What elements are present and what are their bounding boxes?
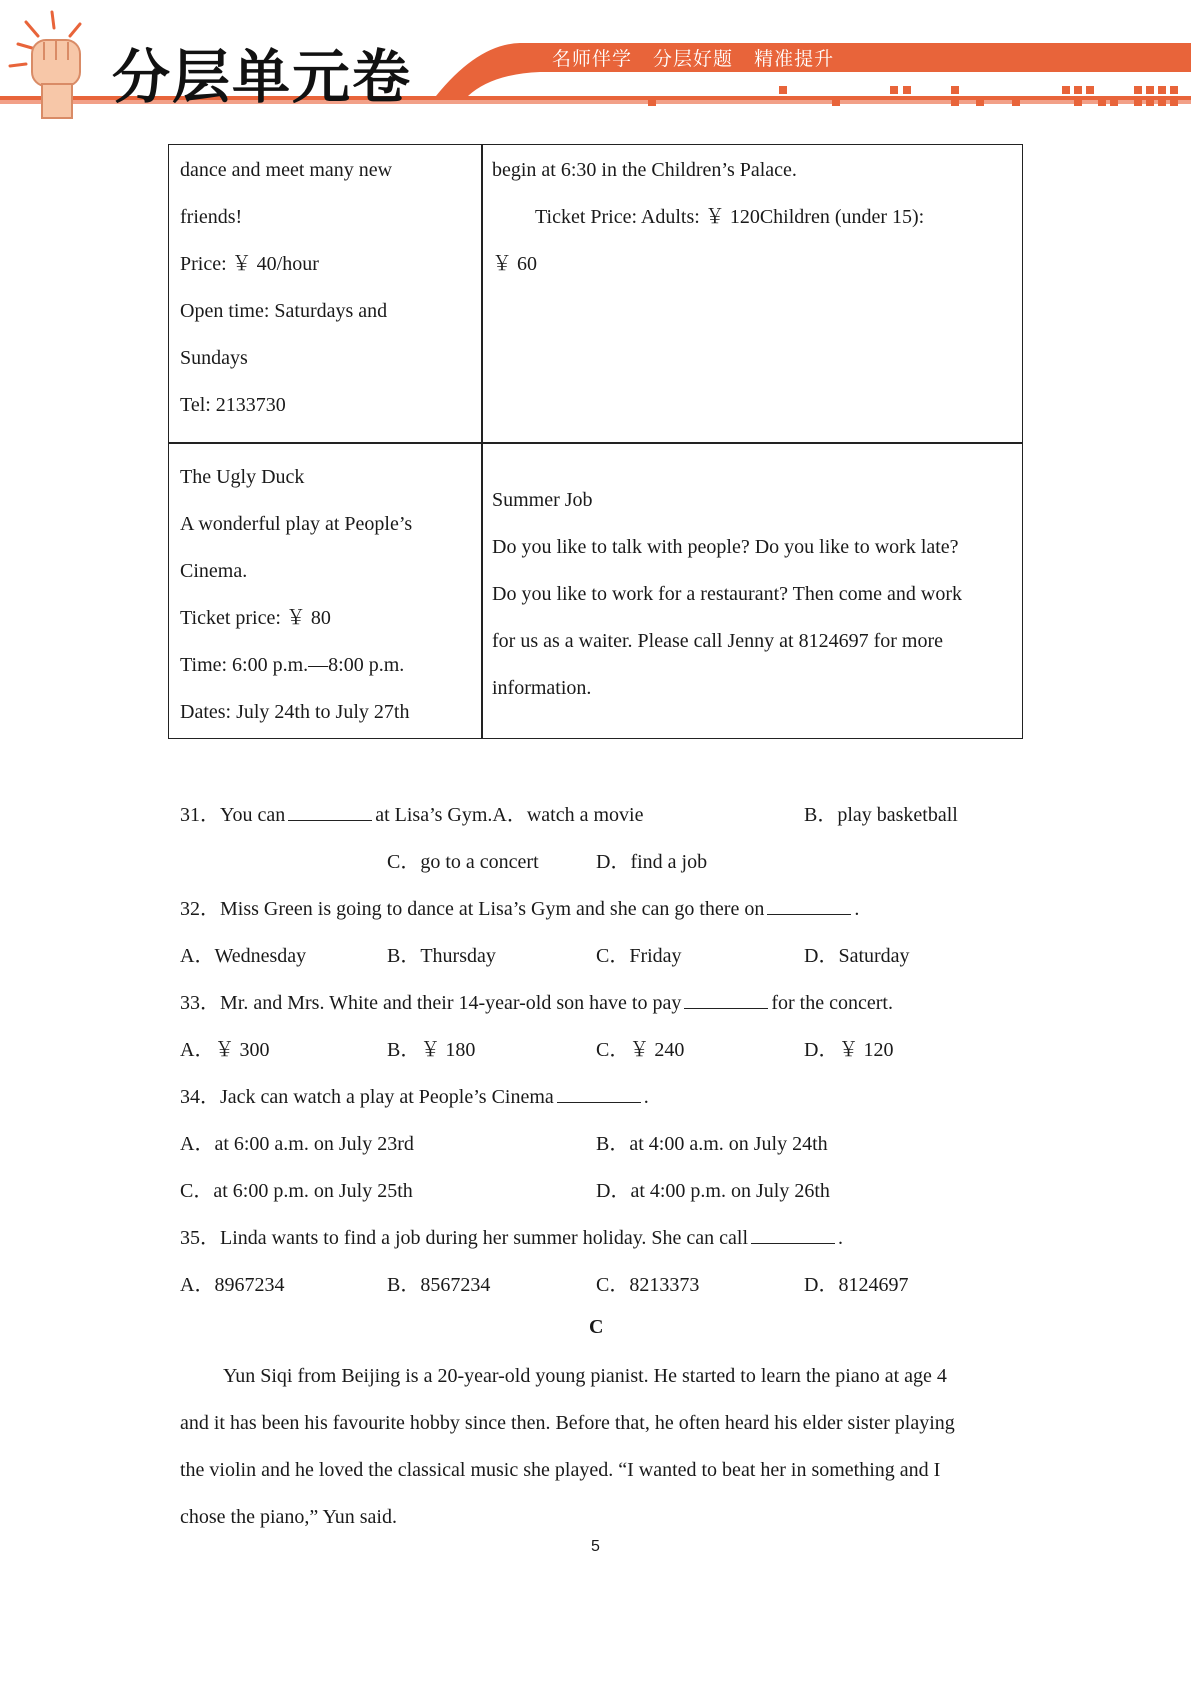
question-33-stem: [180, 986, 893, 1015]
brand-title: 分层单元卷: [112, 43, 413, 111]
question-text: Linda wants to find a job during her summer holiday. She can call: [220, 1227, 749, 1249]
option-a[interactable]: A．8967234: [180, 1274, 285, 1296]
cell-line: A wonderful play at People’s: [180, 513, 413, 535]
cell-line: for us as a waiter. Please call Jenny at 8124697 for more: [492, 630, 943, 652]
option-c[interactable]: C．go to a concert: [387, 851, 539, 873]
option-d[interactable]: D．Saturday: [804, 945, 910, 967]
table-divider-horizontal: [169, 442, 1022, 444]
option-a[interactable]: A．watch a movie: [492, 804, 644, 826]
question-34-stem: [180, 1080, 649, 1109]
cell-line: Cinema.: [180, 560, 248, 582]
passage-line: chose the piano,” Yun said.: [180, 1506, 397, 1528]
cell-line: ￥ 60: [492, 253, 537, 275]
option-b[interactable]: B．play basketball: [804, 804, 958, 826]
ad-cell-gym: [180, 147, 392, 429]
cell-line: Dates: July 24th to July 27th: [180, 701, 410, 723]
option-c[interactable]: C．8213373: [596, 1274, 700, 1296]
cell-line: Do you like to work for a restaurant? Then come and work: [492, 583, 963, 605]
question-text: at Lisa’s Gym.: [375, 804, 493, 826]
ad-cell-play: [180, 454, 412, 736]
question-number: 35．: [180, 1227, 220, 1249]
section-heading: C: [589, 1316, 604, 1338]
question-text: Miss Green is going to dance at Lisa’s Gym and she can go there on: [220, 898, 765, 920]
cell-line: Do you like to talk with people? Do you like to work late?: [492, 536, 959, 558]
option-c[interactable]: C．at 6:00 p.m. on July 25th: [180, 1180, 413, 1202]
option-d[interactable]: D．￥ 120: [804, 1039, 894, 1061]
question-text: .: [643, 1086, 649, 1108]
option-a[interactable]: A．at 6:00 a.m. on July 23rd: [180, 1133, 414, 1155]
cell-line: begin at 6:30 in the Children’s Palace.: [492, 159, 797, 181]
ad-cell-summer-job: [492, 477, 962, 712]
passage-line: and it has been his favourite hobby since then. Before that, he often heard his elder sister playing: [180, 1412, 955, 1434]
answer-blank[interactable]: [751, 1223, 835, 1244]
answer-blank[interactable]: [288, 800, 372, 821]
cell-line: Price: ￥ 40/hour: [180, 253, 319, 275]
answer-blank[interactable]: [767, 894, 851, 915]
cell-line: Summer Job: [492, 489, 593, 511]
option-d[interactable]: D．8124697: [804, 1274, 909, 1296]
page-number: 5: [591, 1538, 600, 1555]
question-number: 34．: [180, 1086, 220, 1108]
question-32-stem: [180, 892, 859, 921]
option-b[interactable]: B．Thursday: [387, 945, 496, 967]
question-number: 33．: [180, 992, 220, 1014]
option-b[interactable]: B．at 4:00 a.m. on July 24th: [596, 1133, 828, 1155]
question-35-stem: [180, 1221, 843, 1250]
cell-line: Sundays: [180, 347, 248, 369]
cell-line: The Ugly Duck: [180, 466, 305, 488]
answer-blank[interactable]: [684, 988, 768, 1009]
option-b[interactable]: B．8567234: [387, 1274, 491, 1296]
cell-line: dance and meet many new: [180, 159, 393, 181]
passage-line: Yun Siqi from Beijing is a 20-year-old young pianist. He started to learn the piano at age 4: [223, 1365, 947, 1387]
option-c[interactable]: C．￥ 240: [596, 1039, 685, 1061]
advertisement-table: [168, 144, 1023, 739]
header-slogan: 名师伴学 分层好题 精准提升: [552, 48, 835, 70]
question-text: Jack can watch a play at People’s Cinema: [220, 1086, 554, 1108]
cell-line: Time: 6:00 p.m.—8:00 p.m.: [180, 654, 405, 676]
raised-fist-icon: [0, 0, 100, 125]
question-text: .: [838, 1227, 844, 1249]
question-number: 31．: [180, 804, 220, 826]
cell-line: information.: [492, 677, 592, 699]
option-a[interactable]: A．￥ 300: [180, 1039, 270, 1061]
question-text: Mr. and Mrs. White and their 14-year-old son have to pay: [220, 992, 682, 1014]
question-text: .: [854, 898, 860, 920]
cell-line: Open time: Saturdays and: [180, 300, 388, 322]
option-c[interactable]: C．Friday: [596, 945, 682, 967]
question-text: for the concert.: [771, 992, 893, 1014]
page-header: [0, 0, 1191, 125]
reading-passage: [180, 1353, 1010, 1541]
option-a[interactable]: A．Wednesday: [180, 945, 307, 967]
cell-line: Ticket price: ￥ 80: [180, 607, 331, 629]
cell-line: friends!: [180, 206, 243, 228]
option-b[interactable]: B．￥ 180: [387, 1039, 476, 1061]
ad-cell-concert: [492, 147, 924, 288]
question-text: You can: [220, 804, 286, 826]
option-d[interactable]: D．find a job: [596, 851, 708, 873]
cell-line: Tel: 2133730: [180, 394, 286, 416]
cell-line: Ticket Price: Adults: ￥ 120Children (under 15):: [535, 206, 925, 228]
option-d[interactable]: D．at 4:00 p.m. on July 26th: [596, 1180, 830, 1202]
question-number: 32．: [180, 898, 220, 920]
answer-blank[interactable]: [557, 1082, 641, 1103]
question-31-stem: [180, 798, 644, 827]
passage-line: the violin and he loved the classical music she played. “I wanted to beat her in something and I: [180, 1459, 941, 1481]
